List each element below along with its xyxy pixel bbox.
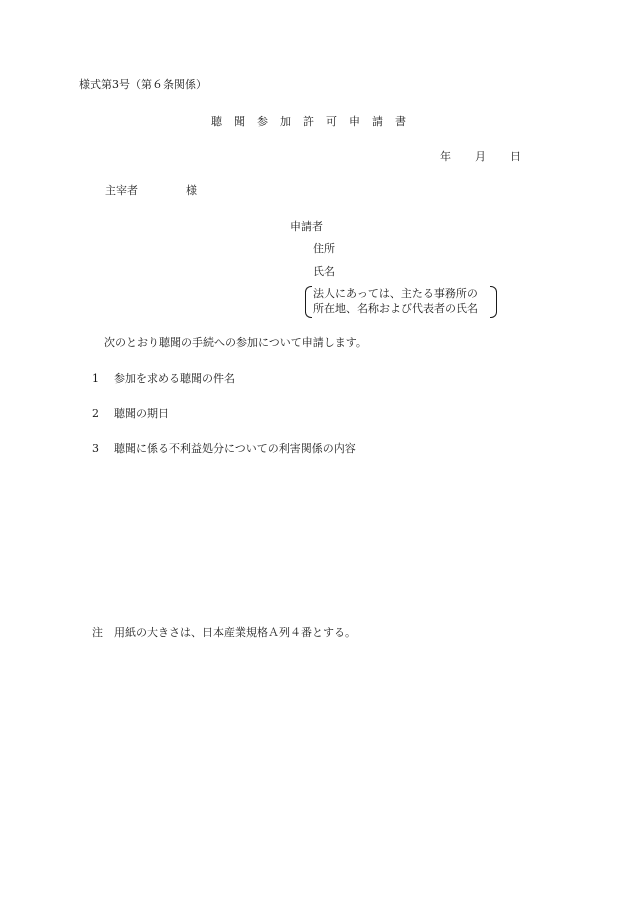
corporate-note-line-2: 所在地、名称および代表者の氏名 bbox=[313, 302, 478, 315]
list-item bbox=[92, 443, 356, 454]
item-text: 聴聞に係る不利益処分についての利害関係の内容 bbox=[114, 442, 356, 455]
list-item bbox=[92, 408, 169, 419]
left-paren-bracket bbox=[305, 286, 312, 318]
right-paren-bracket bbox=[490, 286, 497, 318]
item-number: 1 bbox=[92, 372, 99, 385]
footnote bbox=[92, 627, 356, 638]
corporate-note bbox=[305, 286, 497, 318]
addressee-honorific: 様 bbox=[186, 184, 197, 197]
date-year: 年 bbox=[440, 150, 451, 163]
item-number: 3 bbox=[92, 442, 99, 455]
form-number: 様式第3号（第６条関係） bbox=[79, 78, 207, 91]
item-number: 2 bbox=[92, 407, 99, 420]
address-label: 住所 bbox=[313, 242, 335, 255]
name-label: 氏名 bbox=[313, 265, 335, 278]
date-month: 月 bbox=[475, 150, 486, 163]
list-item bbox=[92, 373, 235, 384]
date-day: 日 bbox=[510, 150, 521, 163]
corporate-note-line-1: 法人にあっては、主たる事務所の bbox=[313, 287, 478, 300]
intro-text: 次のとおり聴聞の手続への参加について申請します。 bbox=[104, 336, 367, 349]
item-text: 聴聞の期日 bbox=[114, 407, 169, 420]
addressee bbox=[105, 185, 197, 196]
item-text: 参加を求める聴聞の件名 bbox=[114, 372, 235, 385]
footnote-label: 注 bbox=[92, 626, 103, 639]
addressee-role: 主宰者 bbox=[105, 184, 138, 197]
document-title: 聴聞参加許可申請書 bbox=[211, 115, 418, 128]
date-line bbox=[440, 151, 521, 162]
applicant-label: 申請者 bbox=[290, 220, 323, 233]
footnote-text: 用紙の大きさは、日本産業規格Ａ列４番とする。 bbox=[114, 626, 356, 639]
